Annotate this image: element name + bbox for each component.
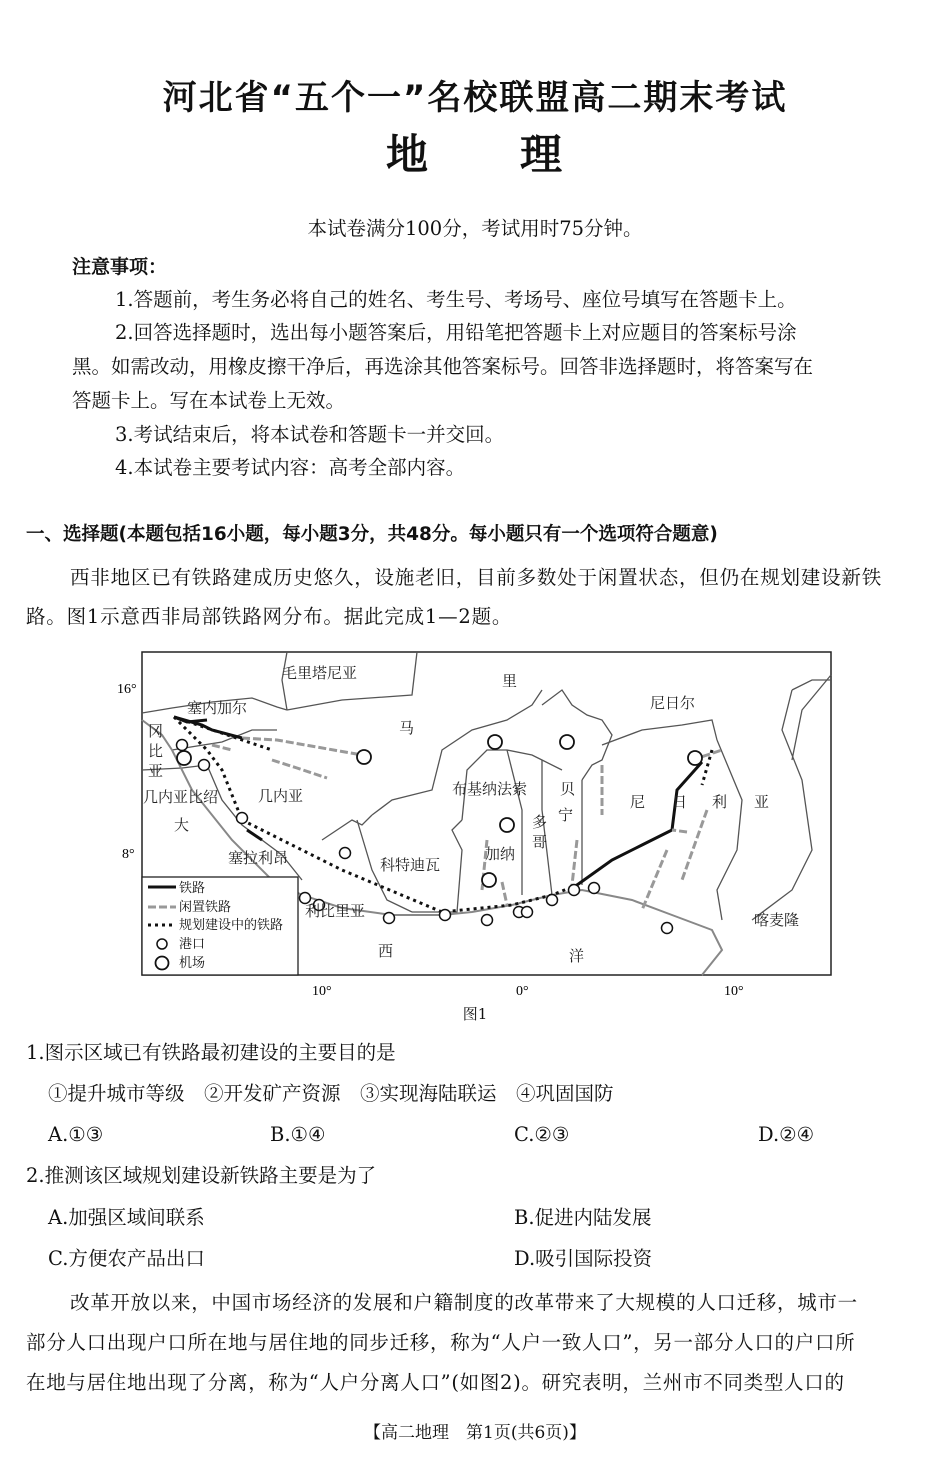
legend-label: 港口 [179,937,206,952]
option: B.促进内陆发展 [514,1206,652,1229]
exam-info: 本试卷满分100分，考试用时75分钟。 [307,217,643,240]
country-label: 尼日尔 [650,694,696,712]
country-label: 西 [378,942,394,960]
page-footer: 【高二地理 第1页(共6页)】 [364,1423,586,1443]
country-label: 加纳 [485,845,516,863]
intro-line: 西非地区已有铁路建成历史悠久，设施老旧，目前多数处于闲置状态，但仍在规划建设新铁 [70,566,883,589]
country-label: 贝 [560,780,576,798]
country-label: 日 [672,793,688,811]
legend-airport-icon [156,957,169,970]
country-label: 洋 [569,947,585,965]
country-label: 毛里塔尼亚 [282,664,358,682]
country-label: 几内亚比绍 [143,788,219,806]
country-label: 里 [502,672,518,690]
question-stem: 1.图示区域已有铁路最初建设的主要目的是 [26,1041,396,1064]
exam-title: 河北省“五个一”名校联盟高二期末考试 [162,78,788,118]
notice-line: 答题卡上。写在本试卷上无效。 [72,389,346,412]
question-items: ①提升城市等级 ②开发矿产资源 ③实现海陆联运 ④巩固国防 [48,1082,614,1105]
passage-line: 在地与居住地出现了分离，称为“人户分离人口”(如图2)。研究表明，兰州市不同类型人口的 [26,1371,845,1394]
legend-port-icon [157,939,167,949]
country-label: 冈 [148,722,164,740]
country-label: 塞内加尔 [187,699,248,717]
country-label: 多 [532,813,548,831]
legend-label: 铁路 [179,881,206,896]
figure-caption: 图1 [462,1005,488,1023]
country-label: 塞拉利昂 [228,849,289,867]
country-label: 马 [399,719,415,737]
intro-line: 路。图1示意西非局部铁路网分布。据此完成1—2题。 [26,605,513,628]
country-label: 尼 [630,793,646,811]
country-label: 亚 [148,762,164,780]
lat-label: 16° [117,682,137,697]
country-label: 比 [148,742,164,760]
country-label: 大 [174,816,190,834]
country-label: 喀麦隆 [754,911,800,929]
country-label: 几内亚 [258,787,304,805]
section-heading: 一、选择题(本题包括16小题，每小题3分，共48分。每小题只有一个选项符合题意) [26,524,718,545]
country-label: 利比里亚 [305,902,366,920]
passage-line: 部分人口出现户口所在地与居住地的同步迁移，称为“人户一致人口”，另一部分人口的户口所 [26,1331,856,1354]
option: A.①③ [48,1123,104,1146]
lon-label: 10° [724,984,744,999]
country-label: 亚 [754,793,770,811]
west-africa-railway-map [112,650,834,1002]
option: B.①④ [270,1123,326,1146]
country-label: 利 [712,793,728,811]
lon-label: 0° [516,984,529,999]
option: D.②④ [758,1123,815,1146]
option: C.②③ [514,1123,570,1146]
subject-title [0,122,950,182]
lat-label: 8° [122,847,135,862]
legend-label: 规划建设中的铁路 [179,918,284,933]
passage-line: 改革开放以来，中国市场经济的发展和户籍制度的改革带来了大规模的人口迁移，城市一 [70,1291,858,1314]
country-label: 哥 [532,833,548,851]
option: D.吸引国际投资 [514,1247,653,1270]
country-label: 布基纳法索 [452,780,528,798]
notice-line: 4.本试卷主要考试内容：高考全部内容。 [115,456,466,479]
legend-label: 机场 [179,956,206,971]
notice-line: 1.答题前，考生务必将自己的姓名、考生号、考场号、座位号填写在答题卡上。 [115,288,797,311]
legend-label: 闲置铁路 [179,900,232,915]
notice-line: 2.回答选择题时，选出每小题答案后，用铅笔把答题卡上对应题目的答案标号涂 [115,321,797,344]
subject-char: 理 [520,130,565,179]
question-stem: 2.推测该区域规划建设新铁路主要是为了 [26,1164,377,1187]
notice-line: 黑。如需改动，用橡皮擦干净后，再选涂其他答案标号。回答非选择题时，将答案写在 [72,355,814,378]
option: C.方便农产品出口 [48,1247,205,1270]
notice-heading: 注意事项： [72,256,168,278]
notice-line: 3.考试结束后，将本试卷和答题卡一并交回。 [115,423,505,446]
country-label: 宁 [558,806,574,824]
option: A.加强区域间联系 [48,1206,205,1229]
subject-char: 地 [385,130,430,179]
country-label: 科特迪瓦 [380,856,441,874]
map-legend [142,877,298,975]
lon-label: 10° [312,984,332,999]
